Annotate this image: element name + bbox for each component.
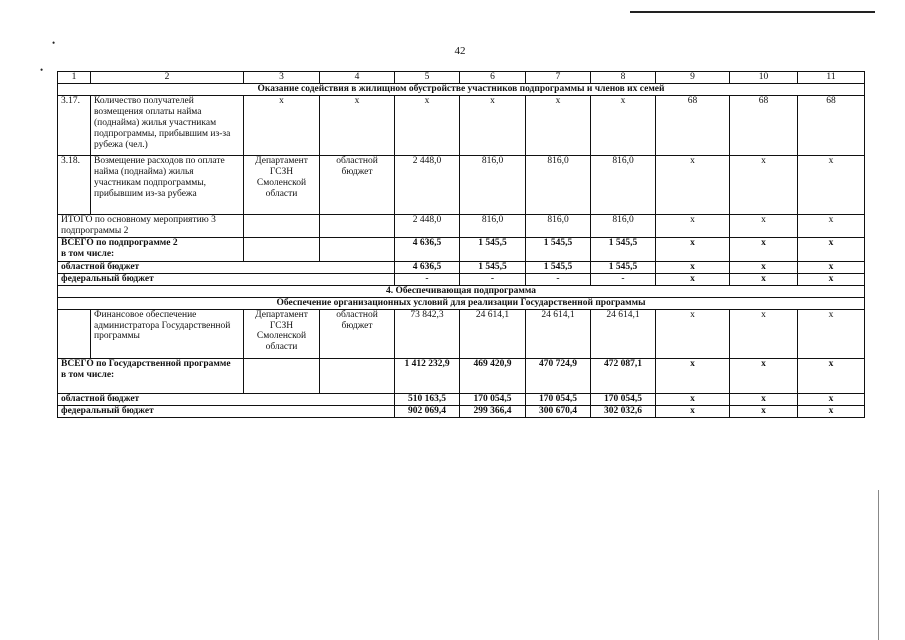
cell-year-3: 302 032,6 — [591, 405, 656, 417]
cell-indicator-2: х — [730, 358, 798, 393]
column-number: 7 — [526, 72, 591, 84]
row-name: Количество получателей возмещения оплаты найма (поднайма) жилья участникам подпрограммы, прибывшим из-за рубежа (чел.) — [91, 95, 244, 155]
cell-source: областной бюджет — [320, 155, 395, 214]
cell-indicator-2: х — [730, 261, 798, 273]
cell-year-3: 1 545,5 — [591, 261, 656, 273]
cell-executor — [244, 237, 320, 261]
cell-source — [320, 237, 395, 261]
table-row — [58, 309, 865, 358]
table-row-budget — [58, 393, 865, 405]
cell-indicator-2: х — [730, 155, 798, 214]
cell-total: 2 448,0 — [395, 155, 460, 214]
section-title: Оказание содействия в жилищном обустройстве участников подпрограммы и членов их семей — [58, 83, 865, 95]
cell-indicator-3: х — [798, 155, 865, 214]
column-number: 8 — [591, 72, 656, 84]
cell-total: 510 163,5 — [395, 393, 460, 405]
row-name — [58, 358, 244, 393]
row-name: областной бюджет — [58, 261, 395, 273]
cell-indicator-1: х — [656, 214, 730, 237]
cell-year-1: 469 420,9 — [460, 358, 526, 393]
cell-indicator-1: х — [656, 237, 730, 261]
cell-indicator-3: х — [798, 237, 865, 261]
cell-indicator-3: х — [798, 273, 865, 285]
cell-year-1: 170 054,5 — [460, 393, 526, 405]
cell-executor: Департамент ГСЗН Смоленской области — [244, 155, 320, 214]
cell-source: х — [320, 95, 395, 155]
table-row-total — [58, 237, 865, 261]
cell-indicator-1: х — [656, 261, 730, 273]
column-number: 9 — [656, 72, 730, 84]
cell-indicator-2: х — [730, 309, 798, 358]
cell-indicator-1: х — [656, 405, 730, 417]
table-row-subtotal — [58, 214, 865, 237]
section-header-row — [58, 285, 865, 297]
section-title: 4. Обеспечивающая подпрограмма — [58, 285, 865, 297]
cell-total: 902 069,4 — [395, 405, 460, 417]
cell-indicator-3: х — [798, 214, 865, 237]
cell-year-1: - — [460, 273, 526, 285]
cell-indicator-2: х — [730, 273, 798, 285]
cell-year-1: х — [460, 95, 526, 155]
cell-indicator-1: 68 — [656, 95, 730, 155]
row-name — [58, 237, 244, 261]
cell-year-3: х — [591, 95, 656, 155]
cell-year-3: 816,0 — [591, 214, 656, 237]
row-name: областной бюджет — [58, 393, 395, 405]
column-number: 4 — [320, 72, 395, 84]
column-number: 10 — [730, 72, 798, 84]
cell-year-2: 24 614,1 — [526, 309, 591, 358]
cell-indicator-2: х — [730, 405, 798, 417]
row-name-text: ВСЕГО по Государственной программе — [61, 358, 231, 369]
cell-year-3: 1 545,5 — [591, 237, 656, 261]
cell-year-2: - — [526, 273, 591, 285]
cell-year-2: 1 545,5 — [526, 237, 591, 261]
cell-executor: х — [244, 95, 320, 155]
cell-source — [320, 358, 395, 393]
cell-year-2: 470 724,9 — [526, 358, 591, 393]
row-number: 3.18. — [58, 155, 91, 214]
cell-year-3: - — [591, 273, 656, 285]
column-number: 11 — [798, 72, 865, 84]
cell-indicator-3: 68 — [798, 95, 865, 155]
cell-indicator-1: х — [656, 273, 730, 285]
cell-year-2: 1 545,5 — [526, 261, 591, 273]
table-row — [58, 95, 865, 155]
table-row-total — [58, 358, 865, 393]
cell-total: х — [395, 95, 460, 155]
cell-source: областной бюджет — [320, 309, 395, 358]
row-number — [58, 309, 91, 358]
cell-executor — [244, 214, 320, 237]
section-header-row — [58, 297, 865, 309]
page-number: 42 — [454, 45, 466, 57]
cell-year-2: 300 670,4 — [526, 405, 591, 417]
cell-indicator-3: х — [798, 393, 865, 405]
column-number: 3 — [244, 72, 320, 84]
cell-indicator-3: х — [798, 261, 865, 273]
cell-year-2: 816,0 — [526, 214, 591, 237]
cell-year-3: 170 054,5 — [591, 393, 656, 405]
cell-indicator-1: х — [656, 309, 730, 358]
cell-executor: Департамент ГСЗН Смоленской области — [244, 309, 320, 358]
cell-year-3: 816,0 — [591, 155, 656, 214]
row-name: федеральный бюджет — [58, 405, 395, 417]
table-row-budget — [58, 405, 865, 417]
cell-total: 2 448,0 — [395, 214, 460, 237]
cell-indicator-1: х — [656, 358, 730, 393]
cell-year-2: 170 054,5 — [526, 393, 591, 405]
table-row-budget — [58, 261, 865, 273]
column-number: 5 — [395, 72, 460, 84]
cell-year-3: 24 614,1 — [591, 309, 656, 358]
cell-total: 73 842,3 — [395, 309, 460, 358]
row-name: Возмещение расходов по оплате найма (поднайма) жилья участникам подпрограммы, прибывшим из-за рубежа — [91, 155, 244, 214]
column-number: 6 — [460, 72, 526, 84]
cell-year-1: 816,0 — [460, 214, 526, 237]
cell-year-2: х — [526, 95, 591, 155]
cell-total: - — [395, 273, 460, 285]
column-number: 2 — [91, 72, 244, 84]
cell-indicator-2: х — [730, 214, 798, 237]
cell-indicator-1: х — [656, 393, 730, 405]
scan-mark: • — [40, 65, 44, 75]
table-row — [58, 155, 865, 214]
cell-year-3: 472 087,1 — [591, 358, 656, 393]
cell-total: 4 636,5 — [395, 261, 460, 273]
cell-year-2: 816,0 — [526, 155, 591, 214]
scan-mark: • — [52, 38, 56, 48]
cell-year-1: 1 545,5 — [460, 261, 526, 273]
row-name: Финансовое обеспечение администратора Государственной программы — [91, 309, 244, 358]
cell-indicator-3: х — [798, 309, 865, 358]
cell-year-1: 24 614,1 — [460, 309, 526, 358]
section-title: Обеспечение организационных условий для реализации Государственной программы — [58, 297, 865, 309]
cell-source — [320, 214, 395, 237]
row-name: федеральный бюджет — [58, 273, 395, 285]
cell-executor — [244, 358, 320, 393]
cell-indicator-3: х — [798, 405, 865, 417]
section-header-row — [58, 83, 865, 95]
row-name: ИТОГО по основному мероприятию 3 подпрограммы 2 — [58, 214, 244, 237]
row-name-sub: в том числе: — [61, 248, 115, 259]
cell-indicator-2: х — [730, 393, 798, 405]
cell-year-1: 1 545,5 — [460, 237, 526, 261]
column-number-row — [58, 72, 865, 84]
row-name-text: ВСЕГО по подпрограмме 2 — [61, 237, 178, 248]
cell-total: 4 636,5 — [395, 237, 460, 261]
column-number: 1 — [58, 72, 91, 84]
budget-table — [57, 71, 865, 418]
cell-indicator-3: х — [798, 358, 865, 393]
cell-indicator-2: 68 — [730, 95, 798, 155]
scan-edge-line — [878, 490, 879, 640]
row-name-sub: в том числе: — [61, 369, 115, 380]
row-number: 3.17. — [58, 95, 91, 155]
top-rule-line — [630, 11, 875, 13]
cell-year-1: 816,0 — [460, 155, 526, 214]
cell-indicator-2: х — [730, 237, 798, 261]
cell-total: 1 412 232,9 — [395, 358, 460, 393]
cell-year-1: 299 366,4 — [460, 405, 526, 417]
cell-indicator-1: х — [656, 155, 730, 214]
table-row-budget — [58, 273, 865, 285]
